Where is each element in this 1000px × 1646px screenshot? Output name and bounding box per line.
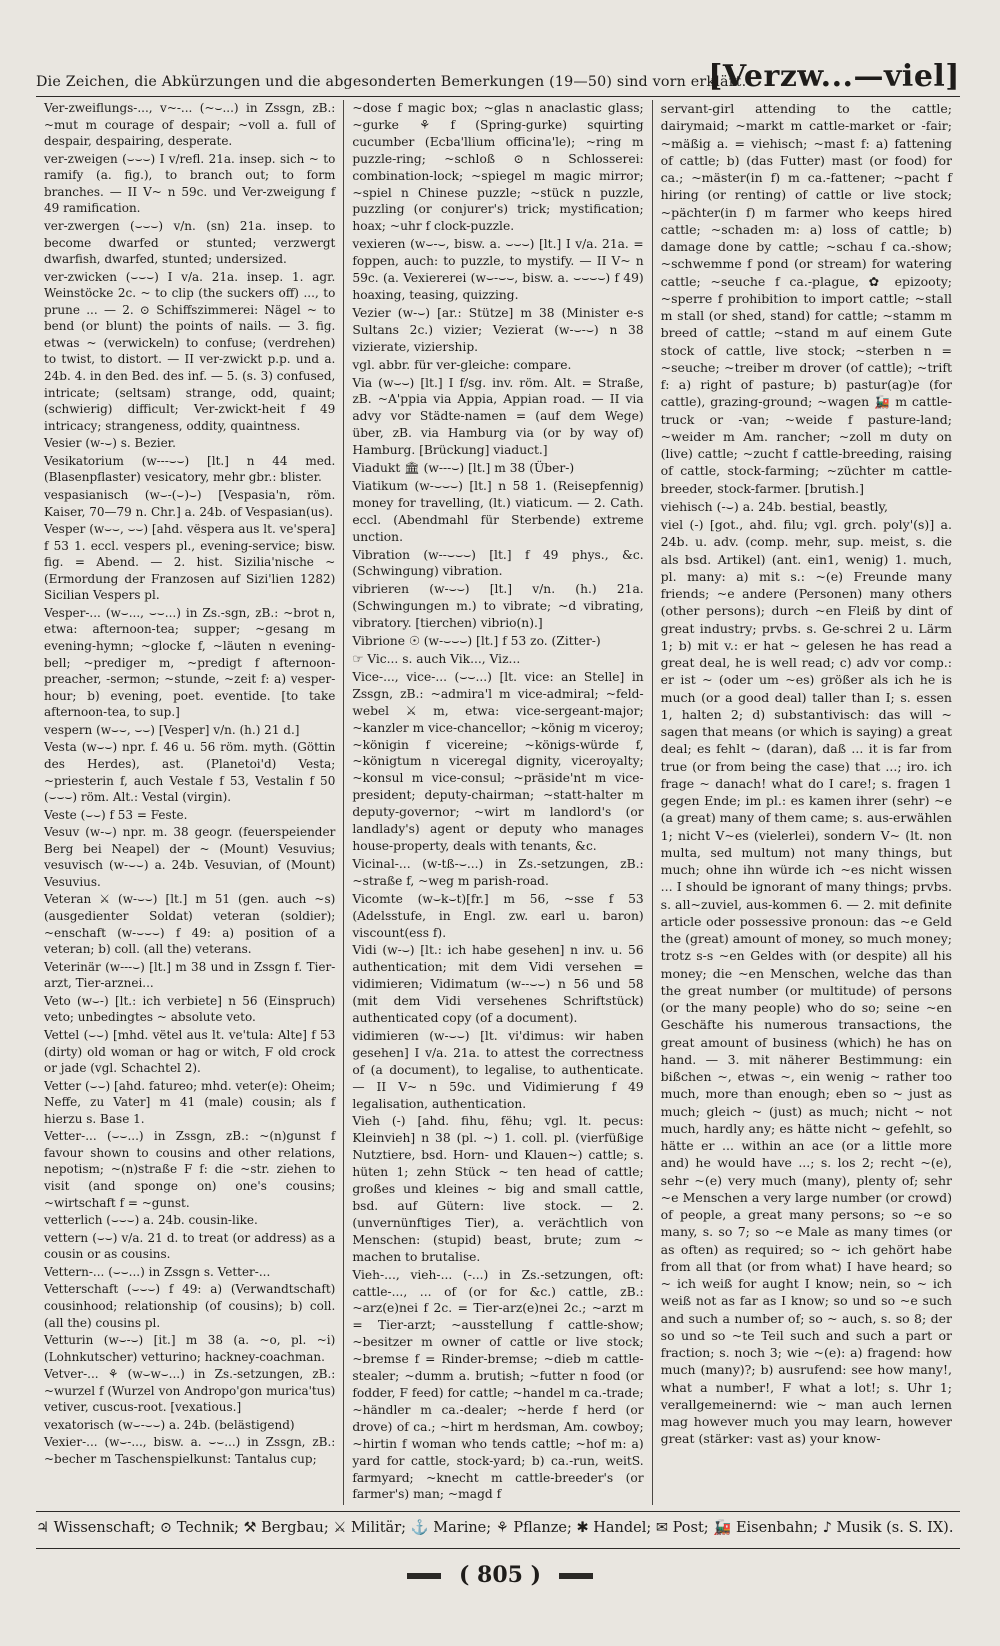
dictionary-entry: Viadukt 🏛 (w---⌣) [lt.] m 38 (Über-): [352, 461, 575, 476]
dictionary-entry: Vettel (⌣⌣) [mhd. vëtel aus lt. ve'tula: Alte] f 53 (dirty) old woman or hag or witch, F old crock or jade (vgl. Schachtel 2).: [44, 1027, 336, 1076]
dictionary-entry: vetterlich (⌣⌣⌣) a. 24b. cousin-like.: [44, 1213, 258, 1228]
dictionary-entry: Vesuv (w-⌣) npr. m. 38 geogr. (feuerspeiender Berg bei Neapel) der ~ (Mount) Vesuvius; vesuvisch (w-⌣⌣) a. 24b. Vesuvian, of (Mount) Vesuvius.: [44, 825, 336, 889]
dictionary-entry: Vexier-... (w⌣-..., bisw. a. ⌣⌣...) in Zssgn, zB.: ~becher m Taschenspielkunst: Tantalus cup;: [44, 1435, 336, 1466]
dictionary-entry: Vezier (w-⌣) [ar.: Stütze] m 38 (Minister e-s Sultans 2c.) vizier; Vezierat (w-⌣-⌣) n 38 vizierate, viziership.: [352, 305, 644, 354]
dictionary-entry: Vicinal-... (w-tß-⌣...) in Zs.-setzungen, zB.: ~straße f, ~weg m parish-road.: [352, 856, 644, 888]
column-right: [652, 100, 960, 1505]
dictionary-entry: servant-girl attending to the cattle; dairymaid; ~markt m cattle-market or -fair; ~mäßig a. = viehisch; ~mast f: a) fattening of cattle; b) (das Futter) mast (or food) for ca.; ~mäster(in f) m ca.-fattener; ~pacht f hiring (or renting) of cattle or live stock; ~pächter(in f) m farmer who keeps hired cattle; ~schaden m: a) loss of cattle; b) damage done by cattle; ~schau f ca.-show; ~schwemme f pond (or stream) for watering cattle; ~seuche f ca.-plague, ✿ epizooty; ~sperre f prohibition to import cattle; ~stall m stall (or shed, stand) for cattle; ~stamm m breed of cattle; ~stand m auf einem Gute stock of cattle, live stock; ~sterben n = ~seuche; ~treiber m drover (of cattle); ~trift f: a) right of pasture; b) pastur(ag)e (for cattle), grazing-ground; ~wagen 🚂 m cattle-truck or -van; ~weide f pasture-land; ~weider m Am. rancher; ~zoll m duty on (live) cattle; ~zucht f cattle-breeding, raising of cattle, stock-farming; ~züchter m cattle-breeder, stock-farmer. [brutish.]: [660, 101, 952, 496]
dictionary-entry: Vidi (w-⌣) [lt.: ich habe gesehen] n inv. u. 56 authentication; mit dem Vidi versehen = vidimieren; Vidimatum (w--⌣⌣) n 56 und 58 (mit dem Vidi versehenes Schriftstück) authenticated copy (of a document).: [352, 943, 644, 1026]
symbol-legend-bar: [36, 1511, 960, 1549]
ornament-bar-right: [559, 1573, 593, 1579]
page-header: [36, 48, 960, 97]
dictionary-entry: Vicomte (w⌣k⌣t)[fr.] m 56, ~sse f 53 (Adelsstufe, in Engl. zw. earl u. baron) viscount(ess f).: [352, 891, 644, 940]
dictionary-columns: [36, 100, 960, 1505]
dictionary-entry: Vesper-... (w⌣..., ⌣⌣...) in Zs.-sgn, zB.: ~brot n, etwa: afternoon-tea; supper; ~gesang m evening-hymn; ~glocke f, ~läuten n evening-bell; ~prediger m, ~predigt f afternoon-preacher, -sermon; ~stunde, ~zeit f: a) vesper-hour; b) evening, poet. eventide. [to take afternoon-tea, to sup.]: [44, 605, 336, 720]
ornament-bar-left: [407, 1573, 441, 1579]
dictionary-entry: Vibration (w--⌣⌣⌣) [lt.] f 49 phys., &c. (Schwingung) vibration.: [352, 547, 644, 579]
dictionary-entry: Vetver-... ⚘ (w⌣w⌣...) in Zs.-setzungen, zB.: ~wurzel f (Wurzel von Andropo'gon murica'tus) vetiver, cuscus-root. [vexatious.]: [44, 1367, 336, 1415]
dictionary-entry: ver-zwergen (⌣⌣⌣) v/n. (sn) 21a. insep. to become dwarfed or stunted; verzwergt dwarfish, dwarfed, stunted; undersized.: [44, 218, 336, 267]
column-left: [36, 100, 343, 1505]
dictionary-entry: ☞ Vic... s. auch Vik..., Viz...: [352, 652, 521, 666]
dictionary-entry: viel (-) [got., ahd. filu; vgl. grch. poly'(s)] a. 24b. u. adv. (comp. mehr, sup. meist, s. die als bsd. Artikel) (ant. ein1, wenig) 1. much, pl. many: a) mit s.: ~(e) Freunde many friends; ~e andere (Personen) many others (other persons); durch ~en Fleiß by dint of great industry; prvbs. s. Ge-schrei 2 u. Lärm 1; b) mit v.: er hat ~ gelesen he has read a great deal, he is well read; c) adv vor comp.: er ist ~ (oder um ~es) größer als ich he is much (or a good deal) taller than I; s. essen 1, halten 2; d) substantivisch: das will ~ sagen that means (or which is saying) a great deal; es fehlt ~ (daran), daß ... it is far from true (or from being the case) that ...; iro. ich frage ~ danach! what do I care!; s. fragen 1 gegen Ende; im pl.: es kamen ihrer (sehr) ~e (a great) many of them came; s. aus-erwählen 1; nicht V~es (vielerlei), sondern V~ (lt. non multa, sed multum) not many things, but much; ohne ihn würde ich ~es nicht wissen ... I should be ignorant of many things; prvbs. s. all~zuviel, aus-kommen 6. — 2. mit definite article oder possessive pronoun: das ~e Geld the (great) amount of money, so much money; trotz s-s ~en Geldes with (or despite) all his money; die ~en Menschen, welche das than the great number (or multitude) of persons (or the many people) who do so; seine ~en Geschäfte his numerous transactions, the great amount of business (which) he has on hand. — 3. mit näherer Bestimmung: ein bißchen ~, etwas ~, ein wenig ~ rather too much, more than enough; eben so ~ just as much; gleich ~ (just) as much; nicht ~ not much, hardly any; es hätte nicht ~ gefehlt, so hätte er ... within an ace (or a little more and) he would have ...; s. los 2; recht ~(e), sehr ~(e) very much (many), plenty of; sehr ~e Menschen a very large number (or crowd) of people, a great many persons; so ~e so many, s. so 7; so ~e Male as many times (or as often) as required; so ~ ich gehört habe from all that (or from what) I have heard; so ~ ich weiß for aught I know; nein, so ~ ich weiß not as far as I know; so und so ~e such and such a number of; so ~ auch, s. so 8; der so und so ~te Teil such and such a part or fraction; s. noch 3; wie ~(e): a) fragend: how much (many)?; b) ausrufend: see how many!, what a number!, F what a lot!; s. Uhr 1; verallgemeinernd: wie ~ man auch lernen mag however much you may learn, however great (stärker: vast as) your know-: [660, 517, 952, 1447]
dictionary-entry: vexieren (w⌣-⌣, bisw. a. ⌣⌣⌣) [lt.] I v/a. 21a. = foppen, auch: to puzzle, to mystify. — II V~ n 59c. (a. Vexiererei (w⌣-⌣⌣, bisw. a. ⌣⌣⌣⌣) f 49) hoaxing, teasing, quizzing.: [352, 237, 644, 302]
symbol-legend: ♃ Wissenschaft; ⊙ Technik; ⚒ Bergbau; ⚔ Militär; ⚓ Marine; ⚘ Pflanze; ✱ Handel; ✉ Post; 🚂 Eisenbahn; ♪ Musik (s. S. IX).: [36, 1520, 954, 1536]
dictionary-entry: ~dose f magic box; ~glas n anaclastic glass; ~gurke ⚘ f (Spring-gurke) squirting cucumber (Ecba'llium officina'le); ~ring m puzzle-ring; ~schloß ⊙ n Schlosserei: combination-lock; ~spiegel m magic mirror; ~spiel n Chinese puzzle; ~stück n puzzle, puzzling (or conjurer's) trick; mystification; hoax; ~uhr f clock-puzzle.: [352, 101, 644, 234]
dictionary-entry: vibrieren (w-⌣⌣) [lt.] v/n. (h.) 21a. (Schwingungen m.) to vibrate; ~d vibrating, vibratory. [tierchen) vibrio(n).]: [352, 582, 644, 631]
dictionary-entry: Veto (w⌣-) [lt.: ich verbiete] n 56 (Einspruch) veto; unbedingtes ~ absolute veto.: [44, 993, 336, 1025]
dictionary-entry: Viatikum (w-⌣⌣⌣) [lt.] n 58 1. (Reisepfennig) money for travelling, (lt.) viaticum. — 2. Cath. eccl. (Abendmahl für Sterbende) extreme unction.: [352, 478, 644, 544]
dictionary-entry: vettern (⌣⌣) v/a. 21 d. to treat (or address) as a cousin or as cousins.: [44, 1230, 336, 1262]
dictionary-entry: Vettern-... (⌣⌣...) in Zssgn s. Vetter-...: [44, 1264, 271, 1279]
dictionary-entry: Via (w⌣⌣) [lt.] I f/sg. inv. röm. Alt. = Straße, zB. ~A'ppia via Appia, Appian road. — II via advy vor Städte-namen = (auf dem Wege) über, zB. via Hamburg via (or by way of) Hamburg. [Brückung] viaduct.]: [352, 375, 644, 458]
dictionary-entry: Vetter-... (⌣⌣...) in Zssgn, zB.: ~(n)gunst f favour shown to cousins and other relations, nepotism; ~(n)straße F f: die ~str. ziehen to visit (and sponge on) one's cousins; ~wirtschaft f = ~gunst.: [44, 1129, 336, 1210]
dictionary-entry: viehisch (-⌣) a. 24b. bestial, beastly,: [660, 498, 888, 514]
page-number-area: [0, 1562, 1000, 1588]
dictionary-entry: ver-zwicken (⌣⌣⌣) I v/a. 21a. insep. 1. agr. Weinstöcke 2c. ~ to clip (the suckers off) ..., to prune ... — 2. ⊙ Schiffszimmerei: Nägel ~ to bend (or blunt) the points of nails. — 3. fig. etwas ~ (verwickeln) to confuse; (verdrehen) to twist, to distort. — II ver-zwickt p.p. und a. 24b. 4. in den Bed. des inf. — 5. (s. 3) confused, intricate; (seltsam) strange, odd, quaint; (schwierig) difficult; Ver-zwickt-heit f 49 intricacy; strangeness, oddity, quaintness.: [44, 269, 336, 433]
dictionary-entry: Vieh-..., vieh-... (-...) in Zs.-setzungen, oft: cattle-..., ... of (or for &c.) cattle, zB.: ~arz(e)nei f 2c. = Tier-arz(e)nei 2c.; ~arzt m = Tier-arzt; ~ausstellung f cattle-show; ~besitzer m owner of cattle or live stock; ~bremse f = Rinder-bremse; ~dieb m cattle-stealer; ~dumm a. brutish; ~futter n food (or fodder, F feed) for cattle; ~handel m ca.-trade; ~händler m ca.-dealer; ~herde f herd (or drove) of ca.; ~hirt m herdsman, Am. cowboy; ~hirtin f woman who tends cattle; ~hof m: a) yard for cattle, stock-yard; b) ca.-run, weitS. farmyard; ~knecht m cattle-breeder's (or farmer's) man; ~magd f: [352, 1267, 644, 1502]
dictionary-entry: vexatorisch (w⌣-⌣⌣) a. 24b. (belästigend): [44, 1417, 295, 1432]
header-note: Die Zeichen, die Abkürzungen und die abgesonderten Bemerkungen (19—50) sind vorn erklärt.: [36, 74, 747, 90]
dictionary-entry: Vetterschaft (⌣⌣⌣) f 49: a) (Verwandtschaft) cousinhood; relationship (of cousins); b) coll. (all the) cousins pl.: [44, 1282, 336, 1330]
page-number: ( 805 ): [458, 1562, 542, 1588]
column-middle: [343, 100, 651, 1505]
dictionary-entry: Vesta (w⌣⌣) npr. f. 46 u. 56 röm. myth. (Göttin des Herdes), ast. (Planetoi'd) Vesta; ~priesterin f, auch Vestale f 53, Vestalin f 50 (⌣⌣⌣) röm. Alt.: Vestal (virgin).: [44, 740, 336, 805]
dictionary-entry: Vibrione ☉ (w-⌣⌣⌣) [lt.] f 53 zo. (Zitter-): [352, 634, 601, 649]
guide-words: [Verzw...—viel]: [708, 59, 960, 94]
dictionary-entry: Vetturin (w⌣-⌣) [it.] m 38 (a. ~o, pl. ~i) (Lohnkutscher) vetturino; hackney-coachman.: [44, 1333, 336, 1364]
dictionary-entry: vidimieren (w-⌣⌣) [lt. vi'dimus: wir haben gesehen] I v/a. 21a. to attest the correctness of (a document), to legalise, to authenticate. — II V~ n 59c. und Vidimierung f 49 legalisation, authentication.: [352, 1028, 644, 1111]
dictionary-entry: Vesper (w⌣⌣, ⌣⌣) [ahd. vëspera aus lt. ve'spera] f 53 1. eccl. vespers pl., evening-service; bisw. fig. = Abend. — 2. hist. Sizilia'nische ~ (Ermordung der Franzosen auf Sizi'lien 1282) Sicilian Vespers pl.: [44, 522, 336, 603]
dictionary-entry: Vetter (⌣⌣) [ahd. fatureo; mhd. veter(e): Oheim; Neffe, zu Vater] m 41 (male) cousin; als f hierzu s. Base 1.: [44, 1078, 336, 1126]
dictionary-entry: Vesier (w-⌣) s. Bezier.: [44, 436, 176, 451]
dictionary-entry: Veterinär (w---⌣) [lt.] m 38 und in Zssgn f. Tier-arzt, Tier-arznei...: [44, 959, 336, 991]
dictionary-entry: Vieh (-) [ahd. fihu, fëhu; vgl. lt. pecus: Kleinvieh] n 38 (pl. ~) 1. coll. pl. (vierfüßige Nutztiere, bsd. Horn- und Klauen~) cattle; s. hüten 1; zehn Stück ~ ten head of cattle; großes und kleines ~ big and small cattle, bsd. auf Gütern: live stock. — 2. (unvernünftiges Tier), a. verächtlich von Menschen: (stupid) beast, brute; zum ~ machen to brutalise.: [352, 1114, 644, 1264]
dictionary-entry: Vice-..., vice-... (⌣⌣...) [lt. vice: an Stelle] in Zssgn, zB.: ~admira'l m vice-admiral; ~feld-webel ⚔ m, etwa: vice-sergeant-major; ~kanzler m vice-chancellor; ~könig m viceroy; ~königin f vicereine; ~königs-würde f, ~königtum n viceregal dignity, viceroyalty; ~konsul m vice-consul; ~präside'nt m vice-president; deputy-chairman; ~statt-halter m deputy-governor; ~wirt m landlord's (or landlady's) agent or deputy who manages house-property, deals with tenants, &c.: [352, 669, 644, 853]
dictionary-entry: Vesikatorium (w---⌣⌣) [lt.] n 44 med. (Blasenpflaster) vesicatory, mehr gbr.: blister.: [44, 453, 336, 485]
dictionary-entry: Ver-zweiflungs-..., v~-... (~⌣...) in Zssgn, zB.: ~mut m courage of despair; ~voll a. full of despair, despairing, desperate.: [44, 101, 336, 149]
dictionary-entry: ver-zweigen (⌣⌣⌣) I v/refl. 21a. insep. sich ~ to ramify (a. fig.), to branch out; to form branches. — II V~ n 59c. und Ver-zweigung f 49 ramification.: [44, 151, 336, 216]
dictionary-entry: Veteran ⚔ (w-⌣⌣) [lt.] m 51 (gen. auch ~s) (ausgedienter Soldat) veteran (soldier); ~enschaft (w-⌣⌣⌣) f 49: a) position of a veteran; b) coll. (all the) veterans.: [44, 892, 336, 957]
dictionary-entry: vespasianisch (w⌣-(⌣)⌣) [Vespasia'n, röm. Kaiser, 70—79 n. Chr.] a. 24b. of Vespasian(us).: [44, 487, 336, 519]
dictionary-entry: vgl. abbr. für ver-gleiche: compare.: [352, 357, 572, 372]
dictionary-entry: vespern (w⌣⌣, ⌣⌣) [Vesper] v/n. (h.) 21 d.]: [44, 722, 300, 737]
dictionary-entry: Veste (⌣⌣) f 53 = Feste.: [44, 807, 188, 822]
